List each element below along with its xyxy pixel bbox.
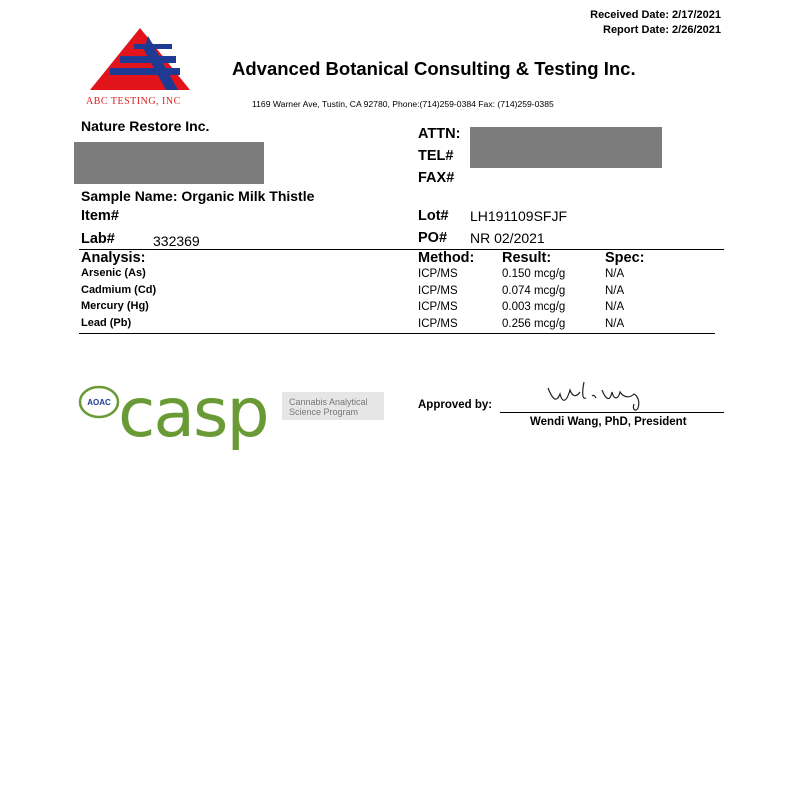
lot-label: Lot#: [418, 208, 449, 224]
method-cell: ICP/MS: [418, 318, 458, 330]
company-name: Advanced Botanical Consulting & Testing Inc.: [232, 58, 636, 79]
analysis-cell: Mercury (Hg): [81, 300, 149, 312]
spec-cell: N/A: [605, 301, 625, 313]
po-label: PO#: [418, 230, 448, 246]
redacted-contact-block: [470, 127, 662, 168]
lab-label: Lab#: [81, 231, 115, 247]
method-header: Method:: [418, 250, 475, 266]
spec-cell: N/A: [605, 285, 625, 297]
approver-name: Wendi Wang, PhD, President: [530, 416, 687, 428]
method-cell: ICP/MS: [418, 285, 458, 297]
result-cell: 0.256 mcg/g: [502, 318, 566, 330]
attn-label: ATTN:: [418, 126, 461, 142]
casp-wordmark: casp: [118, 378, 268, 453]
analysis-header: Analysis:: [81, 250, 146, 266]
analysis-cell: Lead (Pb): [81, 317, 132, 329]
spec-cell: N/A: [605, 318, 625, 330]
result-cell: 0.074 mcg/g: [502, 285, 566, 297]
logo-text: ABC TESTING, INC: [86, 96, 181, 107]
item-label: Item#: [81, 208, 119, 224]
report-date: Report Date: 2/26/2021: [603, 24, 721, 36]
lab-value: 332369: [153, 233, 200, 249]
approved-by-label: Approved by:: [418, 399, 493, 411]
aoac-text: AOAC: [87, 398, 111, 407]
report-dates: [590, 8, 721, 38]
fax-label: FAX#: [418, 170, 455, 186]
casp-logo: [78, 378, 388, 460]
tel-label: TEL#: [418, 148, 454, 164]
method-cell: ICP/MS: [418, 301, 458, 313]
signature-line: [500, 412, 724, 413]
lot-value: LH191109SFJF: [470, 208, 568, 224]
analysis-cell: Arsenic (As): [81, 267, 146, 279]
casp-subtitle-2: Science Program: [289, 407, 359, 417]
received-date: Received Date: 2/17/2021: [590, 9, 721, 21]
result-cell: 0.150 mcg/g: [502, 268, 566, 280]
company-address: 1169 Warner Ave, Tustin, CA 92780, Phone:(714)259-0384 Fax: (714)259-0385: [252, 99, 554, 109]
spec-header: Spec:: [605, 250, 645, 266]
result-header: Result:: [502, 250, 552, 266]
analysis-cell: Cadmium (Cd): [81, 284, 157, 296]
client-name: Nature Restore Inc.: [81, 118, 210, 134]
redacted-address-block: [74, 142, 264, 184]
spec-cell: N/A: [605, 268, 625, 280]
signature: [546, 376, 656, 416]
sample-name: Sample Name: Organic Milk Thistle: [81, 188, 315, 204]
method-cell: ICP/MS: [418, 268, 458, 280]
result-cell: 0.003 mcg/g: [502, 301, 566, 313]
table-bottom-rule: [79, 333, 715, 334]
po-value: NR 02/2021: [470, 230, 545, 246]
casp-subtitle-1: Cannabis Analytical: [289, 397, 368, 407]
